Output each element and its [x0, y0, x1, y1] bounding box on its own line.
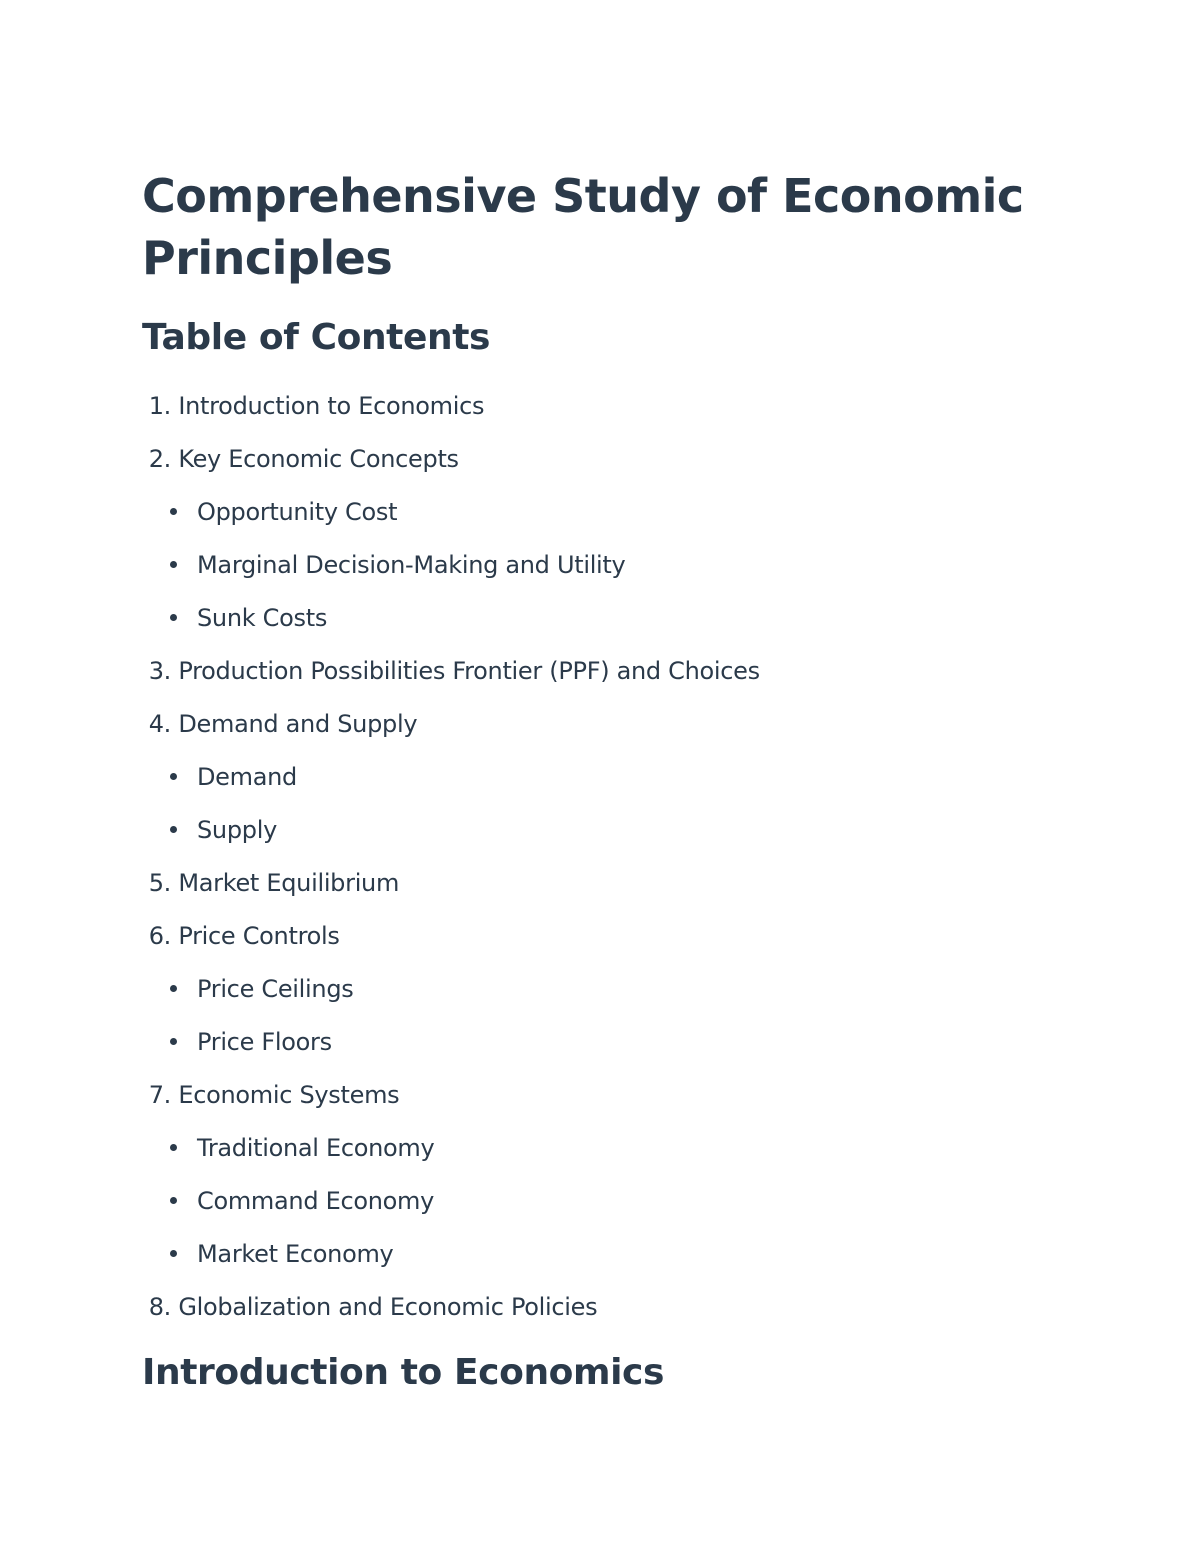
toc-subitem-label: Sunk Costs — [197, 604, 328, 632]
bullet-icon — [170, 1197, 177, 1204]
bullet-icon — [170, 773, 177, 780]
toc-subitem-label: Supply — [197, 816, 277, 844]
toc-subitem-price-floors — [142, 1018, 760, 1071]
toc-subitem-opportunity-cost — [142, 488, 760, 541]
toc-subitem-label: Market Economy — [197, 1240, 394, 1268]
toc-item-number: 3. — [148, 657, 171, 685]
toc-item-label: Demand and Supply — [178, 710, 418, 738]
toc-item-number: 7. — [148, 1081, 171, 1109]
bullet-icon — [170, 1250, 177, 1257]
toc-subitem-demand — [142, 753, 760, 806]
toc-subitem-label: Traditional Economy — [197, 1134, 435, 1162]
section-heading: Introduction to Economics — [142, 1352, 665, 1393]
table-of-contents — [142, 382, 760, 1336]
bullet-icon — [170, 985, 177, 992]
bullet-icon — [170, 1038, 177, 1045]
toc-subitem-supply — [142, 806, 760, 859]
toc-item-equilibrium — [142, 859, 760, 912]
toc-item-number: 8. — [148, 1293, 171, 1321]
toc-subitem-label: Marginal Decision-Making and Utility — [197, 551, 626, 579]
toc-subitem-label: Command Economy — [197, 1187, 435, 1215]
toc-item-label: Key Economic Concepts — [178, 445, 459, 473]
bullet-icon — [170, 508, 177, 515]
toc-subitem-marginal — [142, 541, 760, 594]
toc-item-label: Market Equilibrium — [178, 869, 400, 897]
toc-item-globalization — [142, 1283, 760, 1336]
toc-item-label: Economic Systems — [178, 1081, 400, 1109]
bullet-icon — [170, 561, 177, 568]
toc-subitem-sunk-costs — [142, 594, 760, 647]
toc-item-number: 1. — [148, 392, 171, 420]
toc-item-number: 5. — [148, 869, 171, 897]
bullet-icon — [170, 614, 177, 621]
toc-subitem-label: Price Ceilings — [197, 975, 354, 1003]
toc-item-number: 4. — [148, 710, 171, 738]
toc-heading: Table of Contents — [142, 317, 491, 358]
toc-subitem-label: Opportunity Cost — [197, 498, 398, 526]
toc-subitem-traditional — [142, 1124, 760, 1177]
toc-item-label: Introduction to Economics — [178, 392, 485, 420]
toc-item-label: Production Possibilities Frontier (PPF) and Choices — [178, 657, 760, 685]
toc-subitem-label: Demand — [197, 763, 297, 791]
toc-item-number: 6. — [148, 922, 171, 950]
toc-item-label: Globalization and Economic Policies — [178, 1293, 598, 1321]
document-title: Comprehensive Study of Economic Principles — [142, 169, 1024, 285]
toc-item-economic-systems — [142, 1071, 760, 1124]
toc-subitem-command — [142, 1177, 760, 1230]
bullet-icon — [170, 1144, 177, 1151]
toc-item-introduction — [142, 382, 760, 435]
toc-item-number: 2. — [148, 445, 171, 473]
toc-item-key-concepts — [142, 435, 760, 488]
toc-item-ppf — [142, 647, 760, 700]
toc-subitem-price-ceilings — [142, 965, 760, 1018]
bullet-icon — [170, 826, 177, 833]
toc-item-label: Price Controls — [178, 922, 340, 950]
toc-item-price-controls — [142, 912, 760, 965]
toc-subitem-label: Price Floors — [197, 1028, 332, 1056]
toc-subitem-market — [142, 1230, 760, 1283]
toc-item-demand-supply — [142, 700, 760, 753]
